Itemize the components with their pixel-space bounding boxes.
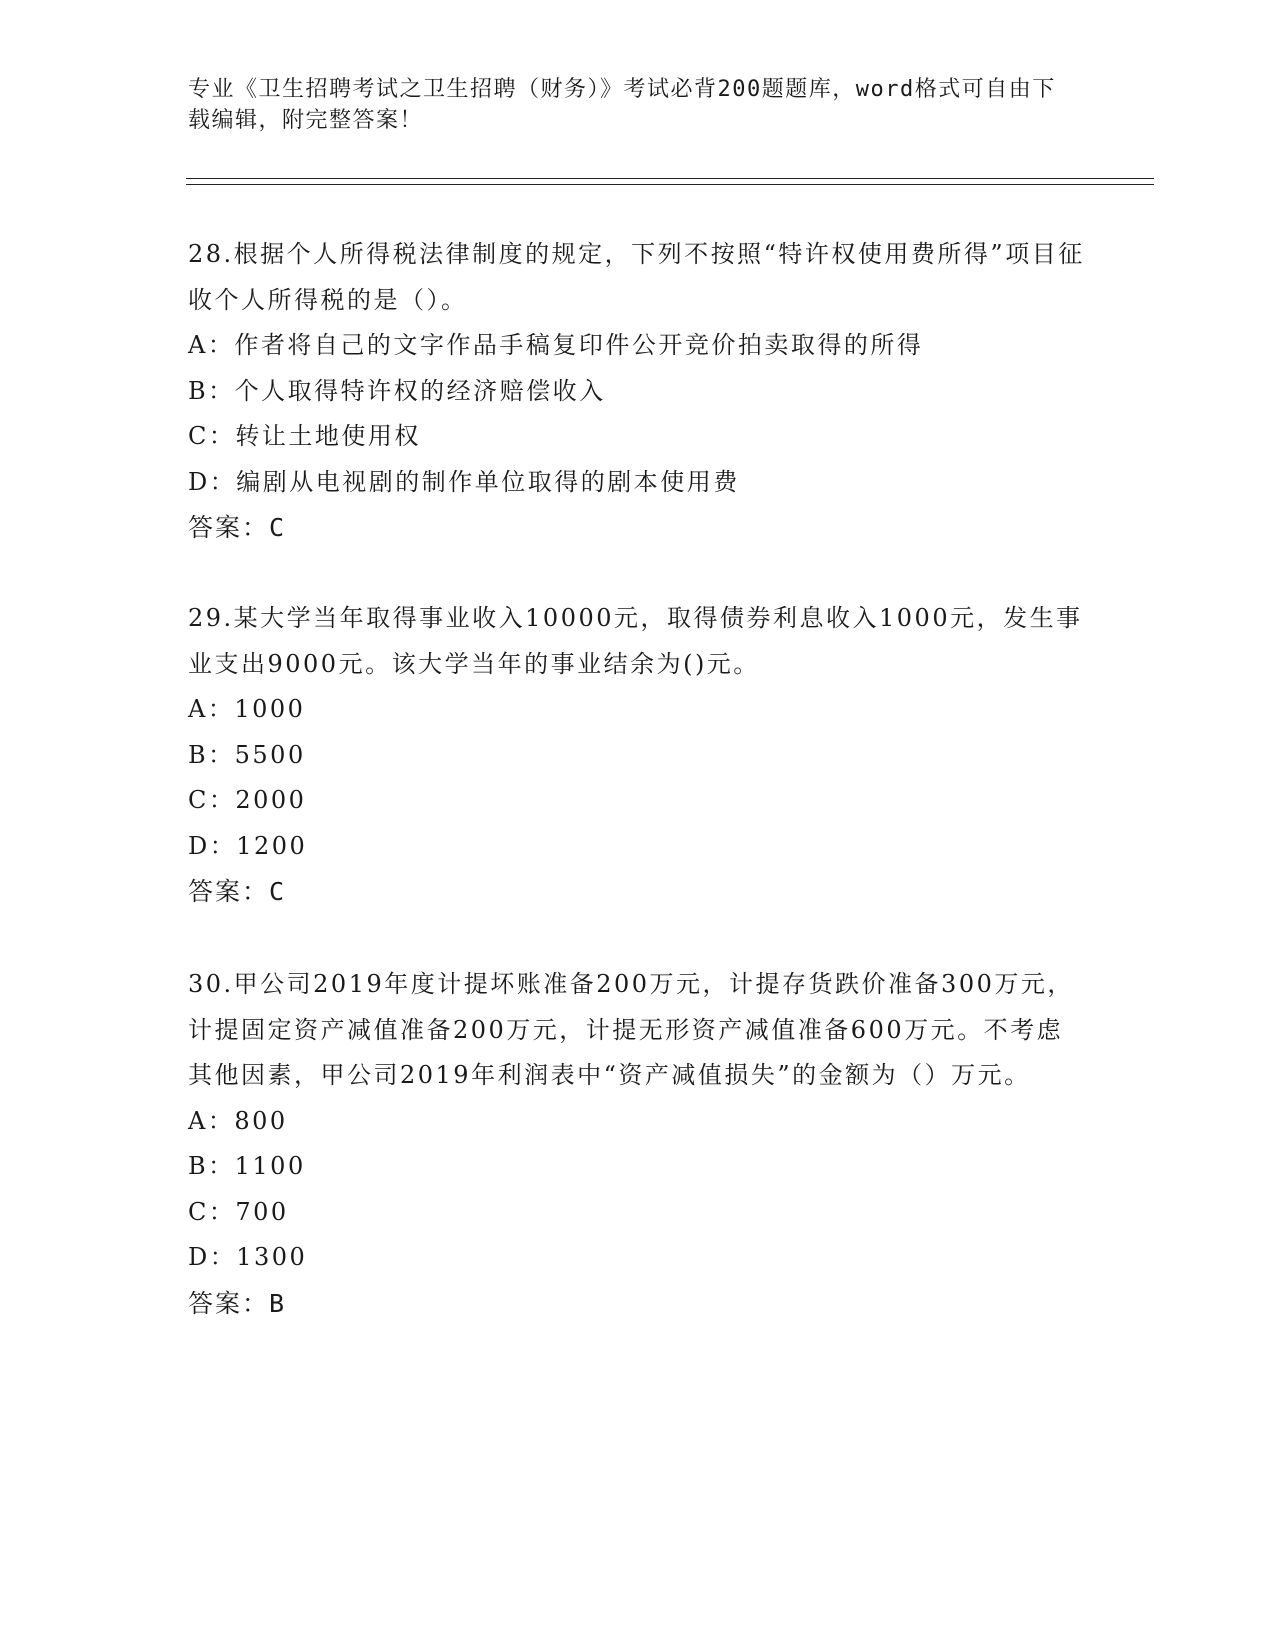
answer-line — [188, 869, 1088, 915]
document-header: 专业《卫生招聘考试之卫生招聘（财务）》考试必背200题题库，word格式可自由下载编辑，附完整答案！ — [188, 77, 1056, 133]
answer-label: 答案： — [188, 877, 270, 906]
question-28 — [188, 232, 1088, 551]
answer-label: 答案： — [188, 1288, 270, 1318]
question-29 — [188, 596, 1088, 915]
answer-line — [188, 1281, 1088, 1327]
header-divider-bottom — [186, 184, 1154, 185]
question-30 — [188, 962, 1088, 1327]
option-a: A：1000 — [188, 695, 306, 723]
option-b: B：个人取得特许权的经济赔偿收入 — [188, 376, 606, 405]
answer-line — [188, 505, 1088, 551]
question-stem: 29.某大学当年取得事业收入10000元，取得债券利息收入1000元，发生事业支出9000元。该大学当年的事业结余为()元。 — [188, 604, 1083, 678]
option-b: B：1100 — [188, 1152, 306, 1180]
question-stem: 30.甲公司2019年度计提坏账准备200万元，计提存货跌价准备300万元，计提固定资产减值准备200万元，计提无形资产减值准备600万元。不考虑其他因素，甲公司2019年利润表中“资产减值损失”的金额为（）万元。 — [188, 970, 1074, 1089]
answer-label: 答案： — [188, 513, 270, 542]
option-c: C：700 — [188, 1197, 289, 1226]
option-c: C：转让土地使用权 — [188, 422, 421, 450]
option-a: A：800 — [188, 1106, 288, 1135]
option-d: D：编剧从电视剧的制作单位取得的剧本使用费 — [188, 467, 740, 496]
option-a: A：作者将自己的文字作品手稿复印件公开竞价拍卖取得的所得 — [188, 331, 924, 359]
option-c: C：2000 — [188, 786, 307, 814]
question-stem: 28.根据个人所得税法律制度的规定，下列不按照“特许权使用费所得”项目征收个人所得税的是（）。 — [188, 240, 1085, 314]
option-d: D：1300 — [188, 1243, 308, 1271]
answer-value: C — [269, 513, 286, 542]
answer-value: B — [269, 1288, 286, 1318]
option-b: B：5500 — [188, 740, 306, 769]
header-divider-top — [186, 178, 1154, 179]
answer-value: C — [269, 877, 286, 906]
option-d: D：1200 — [188, 831, 308, 860]
